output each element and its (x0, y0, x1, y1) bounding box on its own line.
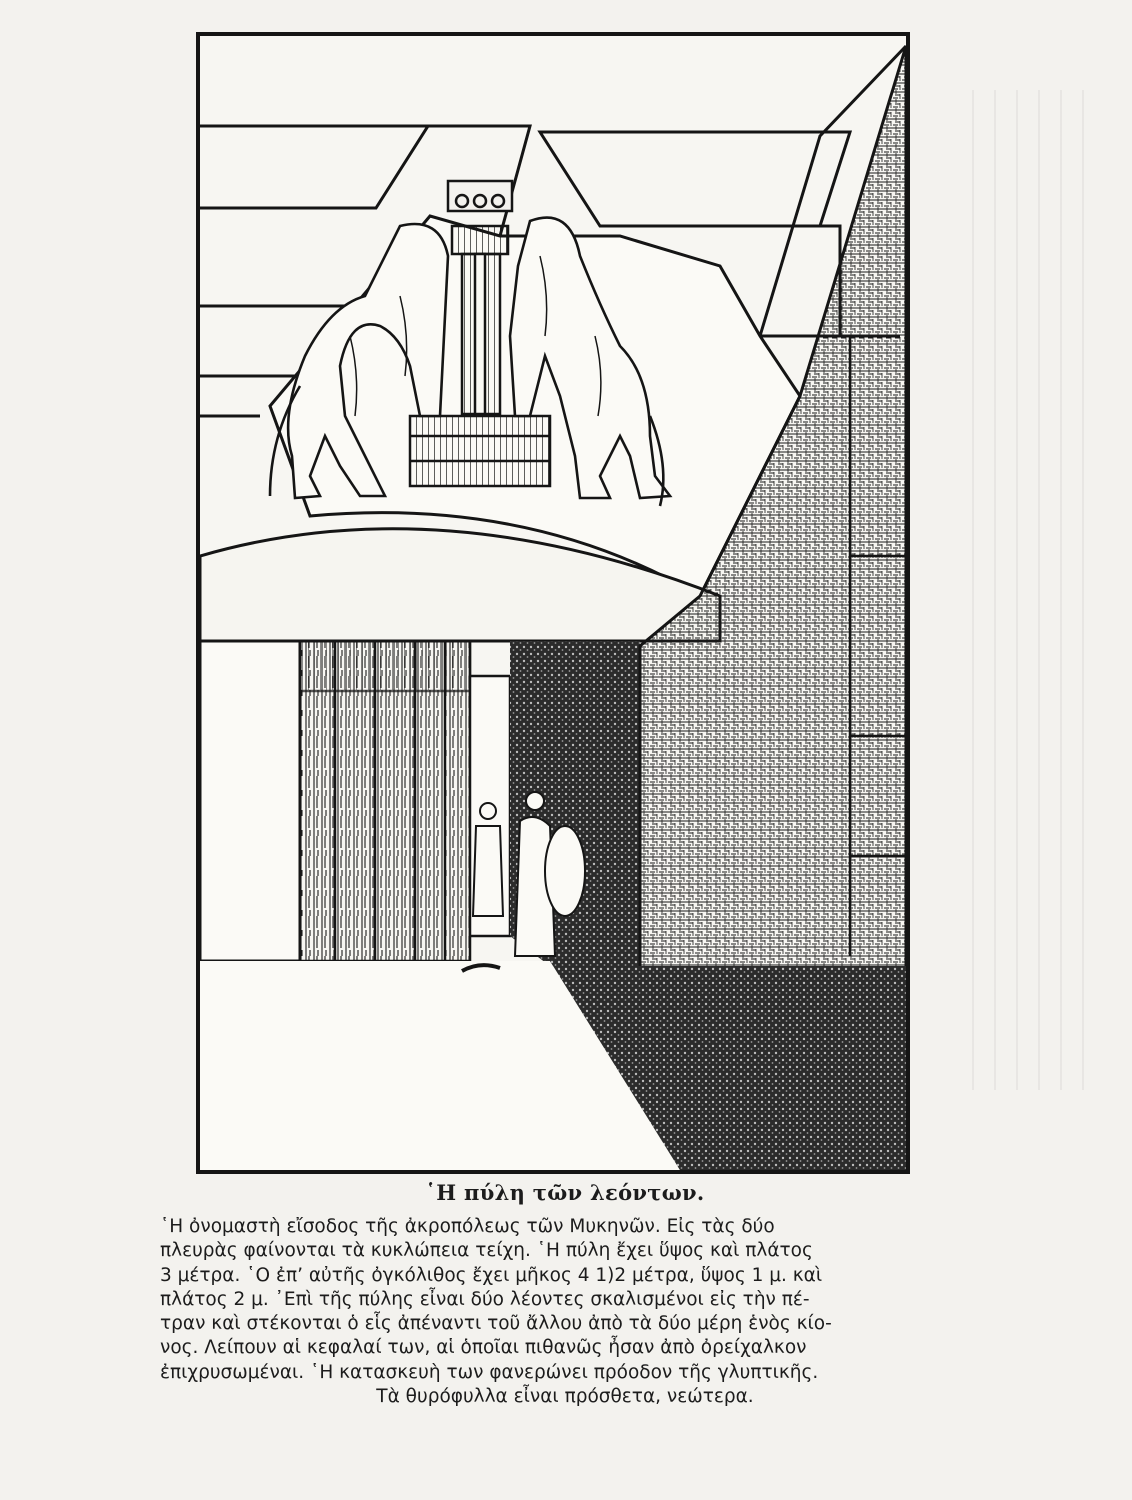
figure-caption (150, 1180, 980, 1409)
left-jamb (200, 641, 300, 961)
caption-line: τραν καὶ στέκονται ὁ εἷς ἀπέναντι τοῦ ἄλλου ἀπὸ τὰ δύο μέρη ἑνὸς κίο- (160, 1313, 832, 1335)
caption-line: ἐπιχρυσωμέναι. ῾Η κατασκευὴ των φανερώνει πρόοδον τῆς γλυπτικῆς. (160, 1361, 819, 1383)
caption-line: πλευρὰς φαίνονται τὰ κυκλώπεια τείχη. ῾Η πύλη ἔχει ὕψος καὶ πλάτος (160, 1240, 813, 1262)
caption-line: νος. Λείπουν αἱ κεφαλαί των, αἱ ὁποῖαι πιθανῶς ἦσαν ἀπὸ ὀρείχαλκον (160, 1337, 807, 1359)
show-through-texture (972, 90, 1092, 1090)
caption-line: 3 μέτρα. ῾Ο ἐπ’ αὐτῆς ὀγκόλιθος ἔχει μῆκος 4 1)2 μέτρα, ὕψος 1 μ. καὶ (160, 1264, 823, 1286)
caption-body (160, 1215, 980, 1385)
caption-title: ῾Η πύλη τῶν λεόντων. (425, 1180, 705, 1205)
caption-last-line: Τὰ θυρόφυλλα εἶναι πρόσθετα, νεώτερα. (376, 1386, 754, 1408)
caption-line: ῾Η ὀνομαστὴ εἴσοδος τῆς ἀκροπόλεως τῶν Μυκηνῶν. Εἰς τὰς δύο (160, 1216, 775, 1237)
illustration-svg (200, 36, 906, 1170)
caption-line: πλάτος 2 μ. ᾿Επὶ τῆς πύλης εἶναι δύο λέοντες σκαλισμένοι εἰς τὴν πέ- (160, 1288, 810, 1310)
lion-gate-illustration (196, 32, 910, 1174)
